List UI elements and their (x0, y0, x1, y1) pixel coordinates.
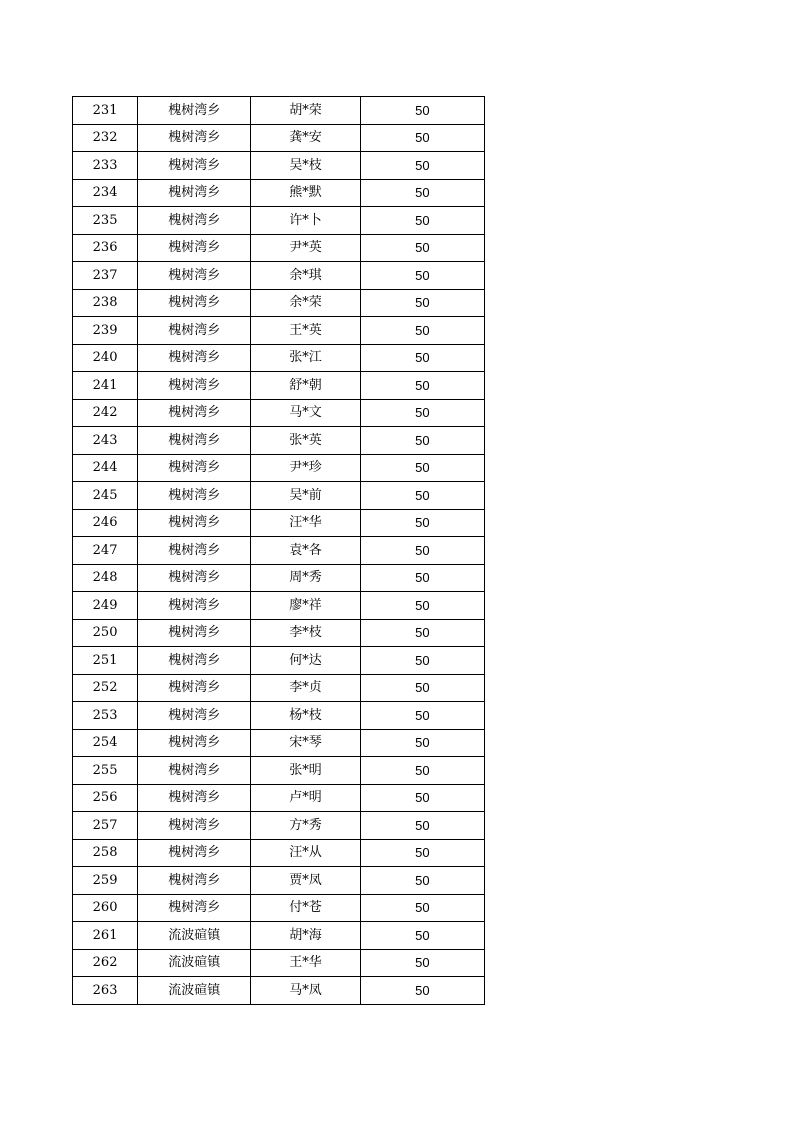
cell-person-name: 杨*枝 (251, 702, 360, 730)
cell-town: 槐树湾乡 (138, 592, 251, 620)
table-row (73, 537, 485, 565)
cell-town: 槐树湾乡 (138, 702, 251, 730)
cell-person-name: 汪*从 (251, 839, 360, 867)
cell-serial-number: 255 (73, 757, 138, 785)
cell-person-name: 付*苍 (251, 894, 360, 922)
table-row (73, 674, 485, 702)
cell-serial-number: 233 (73, 152, 138, 180)
table-row (73, 757, 485, 785)
cell-person-name: 吴*枝 (251, 152, 360, 180)
cell-person-name: 周*秀 (251, 564, 360, 592)
cell-serial-number: 234 (73, 179, 138, 207)
cell-person-name: 贾*凤 (251, 867, 360, 895)
cell-amount: 50 (360, 784, 484, 812)
cell-amount: 50 (360, 482, 484, 510)
cell-person-name: 李*枝 (251, 619, 360, 647)
cell-serial-number: 257 (73, 812, 138, 840)
cell-person-name: 胡*荣 (251, 97, 360, 125)
cell-amount: 50 (360, 592, 484, 620)
cell-amount: 50 (360, 564, 484, 592)
cell-serial-number: 253 (73, 702, 138, 730)
cell-person-name: 吴*前 (251, 482, 360, 510)
cell-town: 槐树湾乡 (138, 757, 251, 785)
cell-serial-number: 260 (73, 894, 138, 922)
cell-amount: 50 (360, 262, 484, 290)
table-row (73, 97, 485, 125)
cell-serial-number: 249 (73, 592, 138, 620)
table-row (73, 977, 485, 1005)
table-row (73, 729, 485, 757)
cell-person-name: 余*荣 (251, 289, 360, 317)
cell-town: 槐树湾乡 (138, 262, 251, 290)
cell-amount: 50 (360, 812, 484, 840)
cell-serial-number: 259 (73, 867, 138, 895)
table-row (73, 482, 485, 510)
cell-serial-number: 247 (73, 537, 138, 565)
cell-serial-number: 256 (73, 784, 138, 812)
cell-person-name: 王*英 (251, 317, 360, 345)
cell-person-name: 尹*珍 (251, 454, 360, 482)
table-row (73, 454, 485, 482)
cell-amount: 50 (360, 454, 484, 482)
table-row (73, 784, 485, 812)
cell-serial-number: 237 (73, 262, 138, 290)
cell-amount: 50 (360, 729, 484, 757)
cell-town: 槐树湾乡 (138, 372, 251, 400)
cell-amount: 50 (360, 372, 484, 400)
cell-serial-number: 239 (73, 317, 138, 345)
cell-serial-number: 240 (73, 344, 138, 372)
table-row (73, 262, 485, 290)
cell-person-name: 何*达 (251, 647, 360, 675)
cell-amount: 50 (360, 427, 484, 455)
cell-amount: 50 (360, 234, 484, 262)
table-row (73, 344, 485, 372)
cell-town: 槐树湾乡 (138, 152, 251, 180)
cell-amount: 50 (360, 317, 484, 345)
cell-town: 槐树湾乡 (138, 454, 251, 482)
cell-town: 槐树湾乡 (138, 647, 251, 675)
cell-town: 流波碹镇 (138, 922, 251, 950)
cell-town: 槐树湾乡 (138, 399, 251, 427)
cell-person-name: 汪*华 (251, 509, 360, 537)
cell-person-name: 龚*安 (251, 124, 360, 152)
cell-town: 槐树湾乡 (138, 619, 251, 647)
cell-amount: 50 (360, 757, 484, 785)
cell-amount: 50 (360, 619, 484, 647)
cell-serial-number: 245 (73, 482, 138, 510)
table-row (73, 564, 485, 592)
cell-town: 槐树湾乡 (138, 674, 251, 702)
cell-person-name: 方*秀 (251, 812, 360, 840)
cell-amount: 50 (360, 922, 484, 950)
cell-serial-number: 254 (73, 729, 138, 757)
cell-amount: 50 (360, 509, 484, 537)
cell-serial-number: 246 (73, 509, 138, 537)
cell-person-name: 胡*海 (251, 922, 360, 950)
table-row (73, 234, 485, 262)
cell-amount: 50 (360, 289, 484, 317)
table-row (73, 592, 485, 620)
cell-person-name: 尹*英 (251, 234, 360, 262)
cell-town: 槐树湾乡 (138, 124, 251, 152)
cell-town: 槐树湾乡 (138, 317, 251, 345)
cell-serial-number: 232 (73, 124, 138, 152)
table-row (73, 179, 485, 207)
cell-amount: 50 (360, 702, 484, 730)
cell-amount: 50 (360, 152, 484, 180)
table-row (73, 317, 485, 345)
cell-serial-number: 251 (73, 647, 138, 675)
table-row (73, 619, 485, 647)
cell-town: 槐树湾乡 (138, 867, 251, 895)
cell-town: 流波碹镇 (138, 949, 251, 977)
cell-serial-number: 236 (73, 234, 138, 262)
cell-town: 槐树湾乡 (138, 564, 251, 592)
cell-town: 槐树湾乡 (138, 509, 251, 537)
cell-town: 槐树湾乡 (138, 784, 251, 812)
cell-serial-number: 261 (73, 922, 138, 950)
cell-person-name: 卢*明 (251, 784, 360, 812)
table-row (73, 702, 485, 730)
cell-amount: 50 (360, 399, 484, 427)
cell-amount: 50 (360, 97, 484, 125)
cell-town: 槐树湾乡 (138, 839, 251, 867)
cell-person-name: 许*卜 (251, 207, 360, 235)
cell-person-name: 张*英 (251, 427, 360, 455)
cell-amount: 50 (360, 124, 484, 152)
cell-amount: 50 (360, 949, 484, 977)
cell-town: 槐树湾乡 (138, 97, 251, 125)
table-row (73, 152, 485, 180)
table-row (73, 922, 485, 950)
cell-amount: 50 (360, 977, 484, 1005)
cell-serial-number: 241 (73, 372, 138, 400)
cell-town: 槐树湾乡 (138, 344, 251, 372)
cell-person-name: 宋*琴 (251, 729, 360, 757)
cell-serial-number: 244 (73, 454, 138, 482)
cell-town: 流波碹镇 (138, 977, 251, 1005)
cell-town: 槐树湾乡 (138, 289, 251, 317)
cell-person-name: 廖*祥 (251, 592, 360, 620)
cell-amount: 50 (360, 867, 484, 895)
cell-person-name: 张*明 (251, 757, 360, 785)
table-row (73, 372, 485, 400)
cell-town: 槐树湾乡 (138, 894, 251, 922)
cell-town: 槐树湾乡 (138, 234, 251, 262)
cell-amount: 50 (360, 537, 484, 565)
cell-serial-number: 235 (73, 207, 138, 235)
cell-town: 槐树湾乡 (138, 179, 251, 207)
table-row (73, 949, 485, 977)
cell-town: 槐树湾乡 (138, 812, 251, 840)
cell-person-name: 张*江 (251, 344, 360, 372)
cell-person-name: 马*凤 (251, 977, 360, 1005)
table-row (73, 647, 485, 675)
cell-amount: 50 (360, 207, 484, 235)
cell-person-name: 袁*各 (251, 537, 360, 565)
table-row (73, 289, 485, 317)
cell-amount: 50 (360, 674, 484, 702)
cell-serial-number: 263 (73, 977, 138, 1005)
cell-serial-number: 250 (73, 619, 138, 647)
table-row (73, 509, 485, 537)
cell-town: 槐树湾乡 (138, 427, 251, 455)
table-row (73, 399, 485, 427)
cell-person-name: 李*贞 (251, 674, 360, 702)
cell-serial-number: 243 (73, 427, 138, 455)
table-row (73, 867, 485, 895)
cell-amount: 50 (360, 647, 484, 675)
cell-serial-number: 248 (73, 564, 138, 592)
cell-amount: 50 (360, 179, 484, 207)
table-row (73, 124, 485, 152)
cell-serial-number: 231 (73, 97, 138, 125)
table-body (73, 97, 485, 1005)
cell-person-name: 余*琪 (251, 262, 360, 290)
cell-person-name: 王*华 (251, 949, 360, 977)
cell-serial-number: 252 (73, 674, 138, 702)
cell-amount: 50 (360, 344, 484, 372)
cell-serial-number: 242 (73, 399, 138, 427)
cell-serial-number: 262 (73, 949, 138, 977)
cell-person-name: 熊*默 (251, 179, 360, 207)
cell-town: 槐树湾乡 (138, 207, 251, 235)
cell-serial-number: 238 (73, 289, 138, 317)
cell-amount: 50 (360, 894, 484, 922)
cell-serial-number: 258 (73, 839, 138, 867)
cell-town: 槐树湾乡 (138, 537, 251, 565)
cell-town: 槐树湾乡 (138, 482, 251, 510)
table-row (73, 427, 485, 455)
table-row (73, 839, 485, 867)
cell-person-name: 马*文 (251, 399, 360, 427)
subsidy-list-table (72, 96, 485, 1005)
table-row (73, 812, 485, 840)
table-row (73, 207, 485, 235)
cell-amount: 50 (360, 839, 484, 867)
cell-town: 槐树湾乡 (138, 729, 251, 757)
cell-person-name: 舒*朝 (251, 372, 360, 400)
table-row (73, 894, 485, 922)
